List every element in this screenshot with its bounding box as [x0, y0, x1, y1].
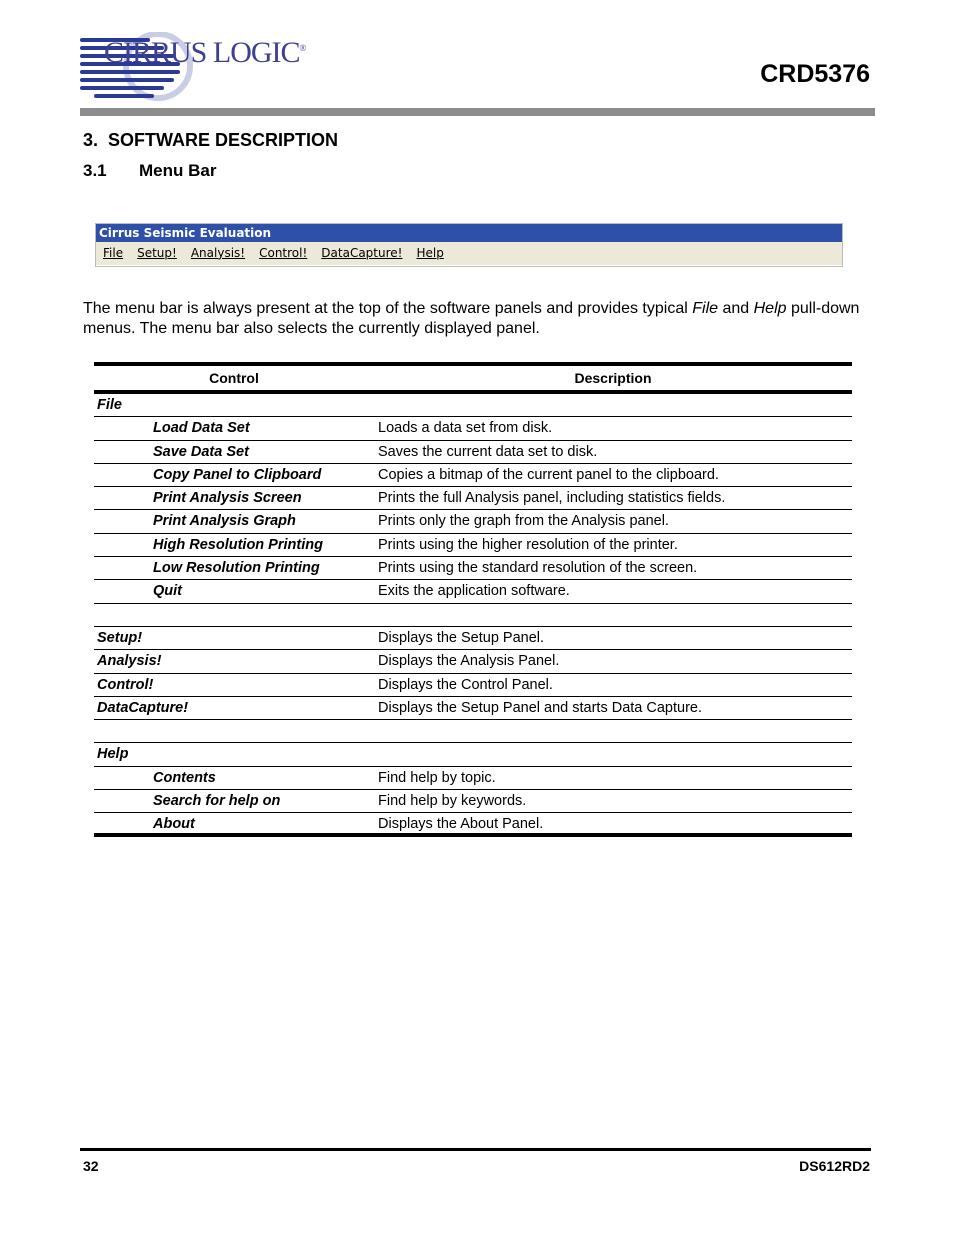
- row-control: Save Data Set: [153, 443, 249, 460]
- section-number: 3.: [83, 130, 99, 150]
- table-header: [94, 366, 852, 390]
- row-control: Quit: [153, 583, 182, 600]
- table-row: [94, 674, 852, 697]
- window-titlebar: Cirrus Seismic Evaluation: [96, 224, 842, 242]
- table-row: [94, 604, 852, 627]
- table-body: [94, 394, 852, 837]
- row-description: Prints only the graph from the Analysis panel.: [378, 513, 669, 530]
- row-control: Control!: [97, 676, 154, 693]
- row-control: Load Data Set: [153, 420, 250, 437]
- row-description: Saves the current data set to disk.: [378, 443, 598, 460]
- row-control: Low Resolution Printing: [153, 560, 320, 577]
- section-title: SOFTWARE DESCRIPTION: [108, 130, 339, 150]
- logo-wordmark: [104, 36, 305, 70]
- menu-help[interactable]: Help: [416, 246, 444, 260]
- row-control: Print Analysis Screen: [153, 490, 302, 507]
- subsection-heading: [83, 161, 216, 181]
- table-row: [94, 743, 852, 766]
- menu-description-table: [94, 362, 852, 837]
- menu-datacapture[interactable]: DataCapture!: [321, 246, 403, 260]
- table-row: [94, 767, 852, 790]
- row-description: Displays the Analysis Panel.: [378, 653, 560, 670]
- paragraph-text-and: and: [718, 300, 754, 317]
- row-control: DataCapture!: [97, 699, 189, 716]
- row-description: Exits the application software.: [378, 583, 570, 600]
- row-description: Copies a bitmap of the current panel to the clipboard.: [378, 466, 719, 483]
- row-description: Displays the Control Panel.: [378, 676, 553, 693]
- table-row: [94, 557, 852, 580]
- document-title: CRD5376: [760, 60, 870, 88]
- menu-bar: [96, 242, 842, 265]
- table-row: [94, 394, 852, 417]
- row-description: Prints using the standard resolution of the screen.: [378, 560, 698, 577]
- logo-registered-mark: ®: [299, 43, 306, 53]
- subsection-number: 3.1: [83, 161, 107, 180]
- paragraph-file-term: File: [692, 300, 719, 317]
- menu-analysis[interactable]: Analysis!: [190, 246, 246, 260]
- row-control: High Resolution Printing: [153, 536, 323, 553]
- row-description: Find help by keywords.: [378, 793, 527, 810]
- table-row: [94, 441, 852, 464]
- row-control: Analysis!: [97, 653, 162, 670]
- app-window-screenshot: [95, 223, 843, 267]
- section-heading: [83, 130, 338, 151]
- header-rule: [80, 108, 875, 116]
- table-row: [94, 720, 852, 743]
- footer-doc-id: DS612RD2: [799, 1158, 870, 1174]
- table-row: [94, 534, 852, 557]
- row-description: Loads a data set from disk.: [378, 420, 553, 437]
- paragraph-text-1: The menu bar is always present at the top of the software panels and provides typical: [83, 300, 693, 317]
- table-row: [94, 627, 852, 650]
- table-row: [94, 813, 852, 836]
- row-control: Search for help on: [153, 793, 281, 810]
- row-control: Print Analysis Graph: [153, 513, 296, 530]
- row-description: Displays the Setup Panel.: [378, 629, 545, 646]
- table-row: [94, 510, 852, 533]
- row-control: Copy Panel to Clipboard: [153, 466, 322, 483]
- menu-control[interactable]: Control!: [259, 246, 308, 260]
- table-row: [94, 417, 852, 440]
- row-description: Displays the Setup Panel and starts Data Capture.: [378, 699, 703, 716]
- menu-setup[interactable]: Setup!: [137, 246, 177, 260]
- menu-file[interactable]: File: [103, 246, 124, 260]
- table-row: [94, 464, 852, 487]
- row-control: File: [97, 397, 122, 413]
- table-row: [94, 650, 852, 673]
- logo-text: CIRRUS LOGIC: [104, 36, 300, 69]
- row-description: Prints using the higher resolution of the printer.: [378, 536, 678, 553]
- column-header-control: Control: [209, 370, 259, 386]
- page-number: 32: [83, 1158, 99, 1174]
- row-control: About: [153, 816, 195, 833]
- row-description: Displays the About Panel.: [378, 816, 544, 833]
- table-row: [94, 697, 852, 720]
- body-paragraph: [83, 299, 875, 339]
- row-control: Help: [97, 746, 129, 763]
- footer-rule: [80, 1148, 871, 1151]
- row-description: Find help by topic.: [378, 769, 496, 786]
- row-control: Setup!: [97, 629, 143, 646]
- row-control: Contents: [153, 769, 216, 786]
- table-row: [94, 487, 852, 510]
- subsection-title: Menu Bar: [139, 161, 217, 180]
- paragraph-text-2: pull-down menus. The menu bar also selects the currently displayed panel.: [83, 300, 860, 337]
- table-row: [94, 580, 852, 603]
- table-row: [94, 790, 852, 813]
- paragraph-help-term: Help: [753, 300, 787, 317]
- row-description: Prints the full Analysis panel, including statistics fields.: [378, 490, 726, 507]
- column-header-description: Description: [574, 370, 652, 386]
